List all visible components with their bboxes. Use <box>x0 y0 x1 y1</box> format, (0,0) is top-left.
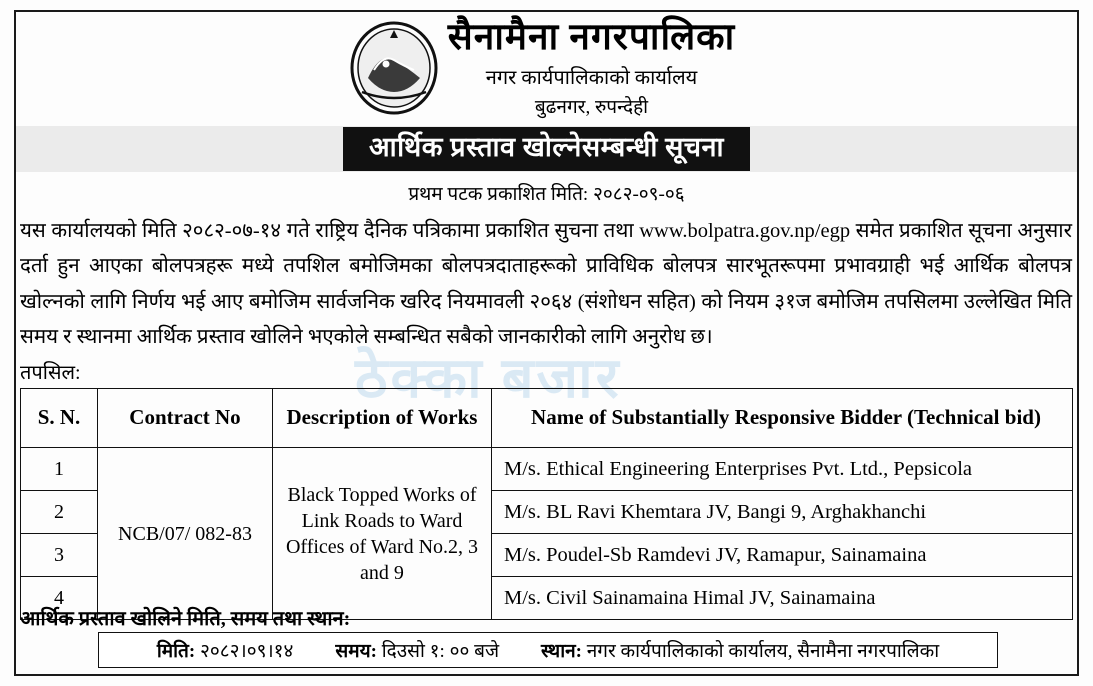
opening-place <box>541 637 939 663</box>
notice-title-bar <box>16 126 1077 172</box>
opening-details-label: आर्थिक प्रस्ताव खोलिने मिति, समय तथा स्थान: <box>20 608 351 630</box>
cell-contract-no: NCB/07/ 082-83 <box>98 448 273 620</box>
header-sn: S. N. <box>21 389 98 448</box>
opening-time-value: दिउसो १: ०० बजे <box>381 641 500 662</box>
cell-sn: 2 <box>21 491 98 534</box>
document-header <box>16 12 1077 124</box>
table-row <box>21 448 1073 491</box>
cell-sn: 4 <box>21 577 98 620</box>
organization-address: बुढनगर, रुपन्देही <box>534 97 649 119</box>
publication-date: प्रथम पटक प्रकाशित मिति: २०८२-०९-०६ <box>408 184 685 205</box>
opening-details-box <box>98 632 998 668</box>
cell-bidder: M/s. Civil Sainamaina Himal JV, Sainamaina <box>492 577 1073 620</box>
cell-bidder: M/s. Poudel-Sb Ramdevi JV, Ramapur, Sainamaina <box>492 534 1073 577</box>
nepal-government-emblem-icon <box>348 20 440 116</box>
organization-office: नगर कार्यपालिकाको कार्यालय <box>485 67 698 90</box>
opening-time-label: समय: <box>335 641 377 662</box>
cell-description: Black Topped Works of Link Roads to Ward Offices of Ward No.2, 3 and 9 <box>273 448 492 620</box>
opening-date <box>157 637 294 663</box>
header-description: Description of Works <box>273 389 492 448</box>
table-header-row <box>21 389 1073 448</box>
tapsil-label: तपसिल: <box>20 362 81 384</box>
opening-time <box>335 637 499 663</box>
cell-bidder: M/s. BL Ravi Khemtara JV, Bangi 9, Arghakhanchi <box>492 491 1073 534</box>
header-bidder: Name of Substantially Responsive Bidder (Technical bid) <box>492 389 1073 448</box>
opening-date-value: २०८२।०९।१४ <box>199 641 294 662</box>
opening-place-value: नगर कार्यपालिकाको कार्यालय, सैनामैना नगरपालिका <box>586 641 940 662</box>
cell-bidder: M/s. Ethical Engineering Enterprises Pvt. Ltd., Pepsicola <box>492 448 1073 491</box>
organization-name: सैनामैना नगरपालिका <box>447 16 736 58</box>
watermark-text: ठेक्का बजार <box>355 348 622 410</box>
opening-place-label: स्थान: <box>541 641 582 662</box>
cell-sn: 3 <box>21 534 98 577</box>
bidders-table <box>20 388 1073 620</box>
opening-date-label: मिति: <box>156 641 196 662</box>
notice-title: आर्थिक प्रस्ताव खोल्नेसम्बन्धी सूचना <box>343 127 750 172</box>
header-contract-no: Contract No <box>98 389 273 448</box>
cell-sn: 1 <box>21 448 98 491</box>
notice-body-text: यस कार्यालयको मिति २०८२-०७-१४ गते राष्ट्रिय दैनिक पत्रिकामा प्रकाशित सुचना तथा www.bolpatra.gov.np/egp समेत प्रकाशित सूचना अनुसार दर्ता हुन आएका बोलपत्रहरू मध्ये तपशिल बमोजिमका बोलपत्रदाताहरूको प्राविधिक बोलपत्र सारभूतरूपमा प्रभावग्राही भई आर्थिक बोलपत्र खोल्नको लागि निर्णय भई आए बमोजिम सार्वजनिक खरिद नियमावली २०६४ (संशोधन सहित) को नियम ३१ज बमोजिम तपसिलमा उल्लेखित मिति समय र स्थानमा आर्थिक प्रस्ताव खोलिने भएकोले सम्बन्धित सबैको जानकारीको लागि अनुरोध छ। <box>20 220 1072 348</box>
